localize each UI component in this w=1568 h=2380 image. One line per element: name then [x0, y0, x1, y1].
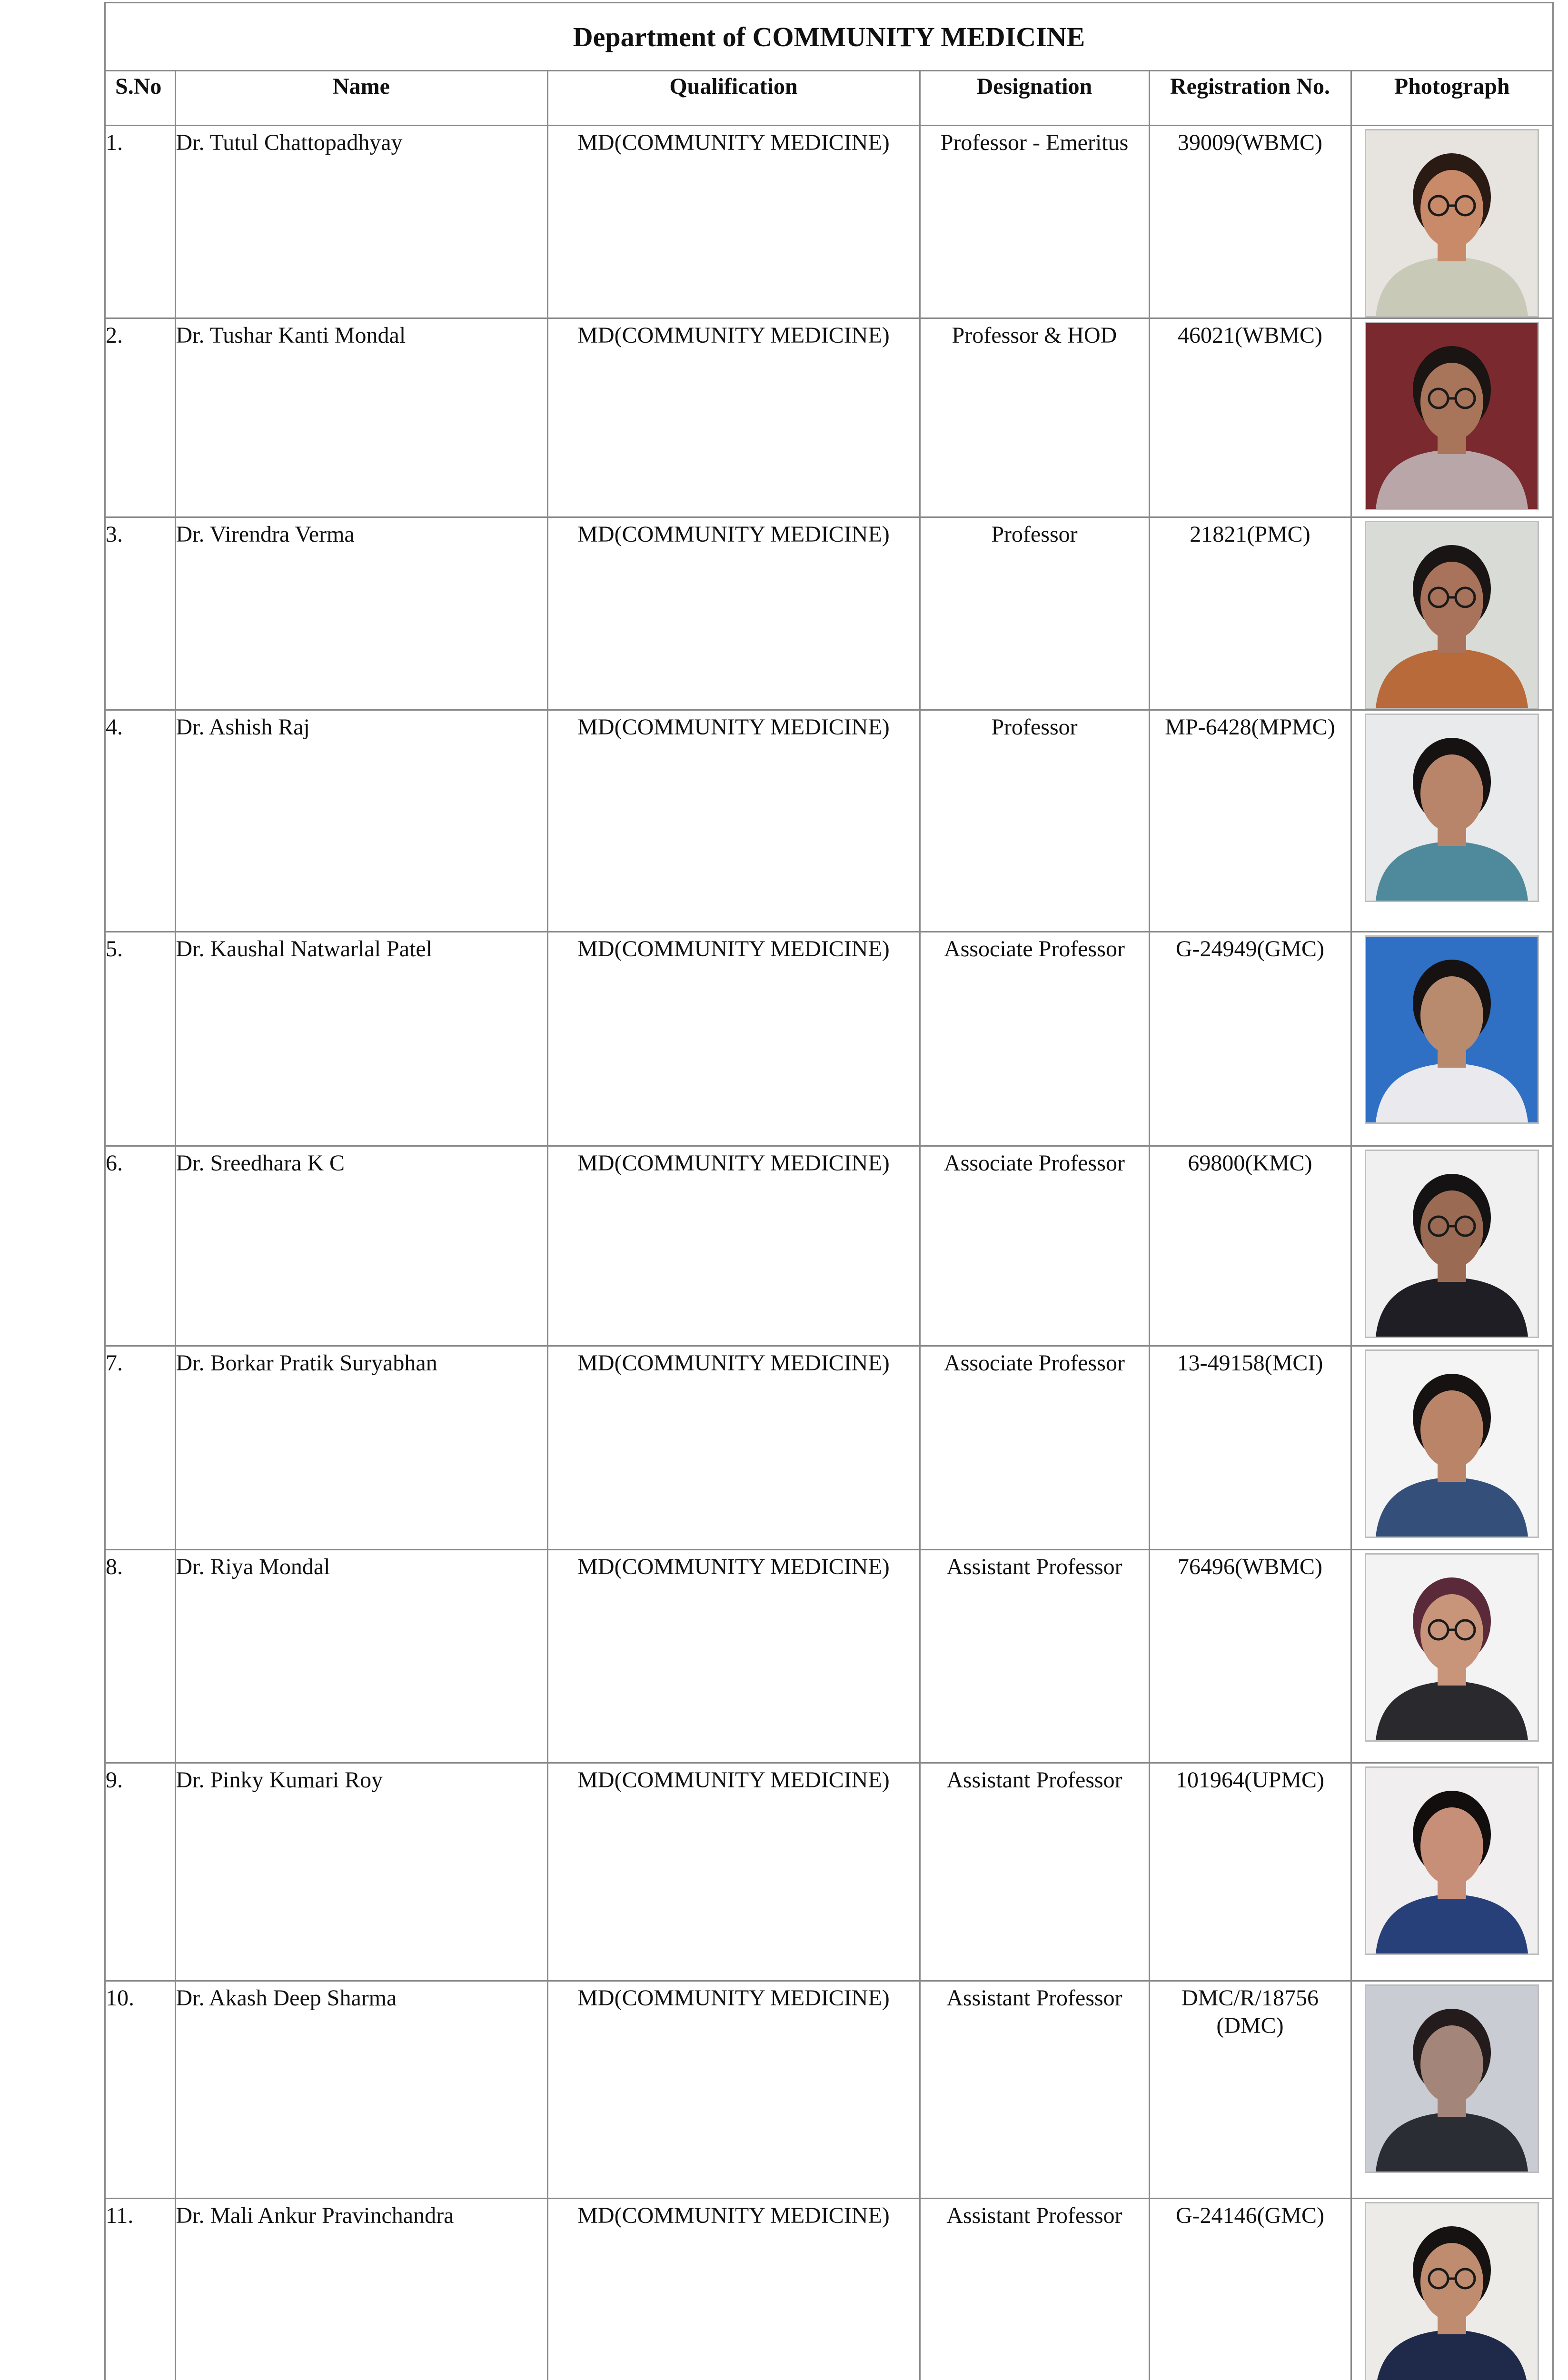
cell-qualification: MD(COMMUNITY MEDICINE) — [547, 1550, 920, 1763]
cell-registration: MP-6428(MPMC) — [1149, 710, 1351, 932]
cell-designation: Associate Professor — [920, 932, 1149, 1146]
faculty-photo — [1365, 129, 1539, 317]
cell-registration: 39009(WBMC) — [1149, 126, 1351, 318]
cell-photograph — [1351, 1981, 1552, 2199]
cell-qualification: MD(COMMUNITY MEDICINE) — [547, 1146, 920, 1346]
faculty-table — [106, 70, 1552, 2380]
faculty-sheet — [104, 2, 1554, 2380]
cell-sno: 1. — [106, 126, 175, 318]
cell-designation: Assistant Professor — [920, 1981, 1149, 2199]
cell-name: Dr. Tutul Chattopadhyay — [175, 126, 547, 318]
cell-designation: Professor — [920, 710, 1149, 932]
portrait-icon — [1366, 2203, 1538, 2380]
cell-qualification: MD(COMMUNITY MEDICINE) — [547, 126, 920, 318]
cell-registration: G-24146(GMC) — [1149, 2199, 1351, 2380]
cell-designation: Assistant Professor — [920, 1550, 1149, 1763]
portrait-icon — [1366, 1768, 1538, 1954]
cell-registration: G-24949(GMC) — [1149, 932, 1351, 1146]
portrait-icon — [1366, 1351, 1538, 1537]
header-registration: Registration No. — [1149, 71, 1351, 126]
faculty-photo — [1365, 1984, 1539, 2173]
cell-photograph — [1351, 1550, 1552, 1763]
cell-photograph — [1351, 1146, 1552, 1346]
faculty-photo — [1365, 1766, 1539, 1955]
portrait-icon — [1366, 130, 1538, 316]
portrait-icon — [1366, 323, 1538, 509]
cell-photograph — [1351, 2199, 1552, 2380]
portrait-icon — [1366, 1555, 1538, 1740]
cell-qualification: MD(COMMUNITY MEDICINE) — [547, 710, 920, 932]
cell-registration: DMC/R/18756 (DMC) — [1149, 1981, 1351, 2199]
cell-qualification: MD(COMMUNITY MEDICINE) — [547, 517, 920, 710]
cell-name: Dr. Tushar Kanti Mondal — [175, 318, 547, 517]
portrait-icon — [1366, 1151, 1538, 1337]
table-row — [106, 710, 1552, 932]
table-row — [106, 932, 1552, 1146]
cell-name: Dr. Riya Mondal — [175, 1550, 547, 1763]
cell-qualification: MD(COMMUNITY MEDICINE) — [547, 318, 920, 517]
cell-name: Dr. Sreedhara K C — [175, 1146, 547, 1346]
portrait-icon — [1366, 522, 1538, 708]
cell-designation: Associate Professor — [920, 1146, 1149, 1346]
cell-qualification: MD(COMMUNITY MEDICINE) — [547, 1981, 920, 2199]
table-row — [106, 517, 1552, 710]
cell-name: Dr. Pinky Kumari Roy — [175, 1763, 547, 1981]
cell-registration: 13-49158(MCI) — [1149, 1346, 1351, 1550]
cell-sno: 5. — [106, 932, 175, 1146]
cell-sno: 4. — [106, 710, 175, 932]
portrait-icon — [1366, 1986, 1538, 2172]
cell-name: Dr. Virendra Verma — [175, 517, 547, 710]
portrait-icon — [1366, 715, 1538, 901]
cell-qualification: MD(COMMUNITY MEDICINE) — [547, 2199, 920, 2380]
faculty-photo — [1365, 2202, 1539, 2380]
cell-designation: Assistant Professor — [920, 2199, 1149, 2380]
table-row — [106, 2199, 1552, 2380]
faculty-photo — [1365, 714, 1539, 902]
cell-photograph — [1351, 932, 1552, 1146]
page-title: Department of COMMUNITY MEDICINE — [573, 21, 1085, 52]
cell-sno: 11. — [106, 2199, 175, 2380]
cell-registration: 46021(WBMC) — [1149, 318, 1351, 517]
table-row — [106, 1346, 1552, 1550]
table-body — [106, 126, 1552, 2380]
cell-designation: Professor — [920, 517, 1149, 710]
cell-sno: 6. — [106, 1146, 175, 1346]
header-designation: Designation — [920, 71, 1149, 126]
table-row — [106, 126, 1552, 318]
cell-name: Dr. Ashish Raj — [175, 710, 547, 932]
cell-sno: 2. — [106, 318, 175, 517]
cell-designation: Professor & HOD — [920, 318, 1149, 517]
cell-registration: 101964(UPMC) — [1149, 1763, 1351, 1981]
cell-designation: Assistant Professor — [920, 1763, 1149, 1981]
cell-photograph — [1351, 517, 1552, 710]
table-row — [106, 1981, 1552, 2199]
faculty-photo — [1365, 322, 1539, 510]
cell-sno: 3. — [106, 517, 175, 710]
cell-name: Dr. Borkar Pratik Suryabhan — [175, 1346, 547, 1550]
cell-sno: 9. — [106, 1763, 175, 1981]
cell-registration: 76496(WBMC) — [1149, 1550, 1351, 1763]
cell-photograph — [1351, 1346, 1552, 1550]
cell-sno: 10. — [106, 1981, 175, 2199]
portrait-icon — [1366, 937, 1538, 1122]
cell-photograph — [1351, 710, 1552, 932]
table-row — [106, 1550, 1552, 1763]
header-sno: S.No — [106, 71, 175, 126]
title-row — [106, 3, 1552, 71]
cell-qualification: MD(COMMUNITY MEDICINE) — [547, 932, 920, 1146]
cell-sno: 8. — [106, 1550, 175, 1763]
faculty-photo — [1365, 1150, 1539, 1338]
cell-photograph — [1351, 1763, 1552, 1981]
table-row — [106, 318, 1552, 517]
faculty-photo — [1365, 1349, 1539, 1538]
cell-photograph — [1351, 126, 1552, 318]
faculty-photo — [1365, 1553, 1539, 1742]
table-row — [106, 1763, 1552, 1981]
cell-designation: Associate Professor — [920, 1346, 1149, 1550]
table-row — [106, 1146, 1552, 1346]
faculty-photo — [1365, 521, 1539, 709]
header-photograph: Photograph — [1351, 71, 1552, 126]
faculty-photo — [1365, 935, 1539, 1124]
cell-qualification: MD(COMMUNITY MEDICINE) — [547, 1763, 920, 1981]
cell-sno: 7. — [106, 1346, 175, 1550]
cell-registration: 69800(KMC) — [1149, 1146, 1351, 1346]
cell-name: Dr. Mali Ankur Pravinchandra — [175, 2199, 547, 2380]
header-qualification: Qualification — [547, 71, 920, 126]
cell-name: Dr. Kaushal Natwarlal Patel — [175, 932, 547, 1146]
cell-name: Dr. Akash Deep Sharma — [175, 1981, 547, 2199]
cell-qualification: MD(COMMUNITY MEDICINE) — [547, 1346, 920, 1550]
cell-registration: 21821(PMC) — [1149, 517, 1351, 710]
cell-photograph — [1351, 318, 1552, 517]
cell-designation: Professor - Emeritus — [920, 126, 1149, 318]
header-name: Name — [175, 71, 547, 126]
table-header-row — [106, 71, 1552, 126]
